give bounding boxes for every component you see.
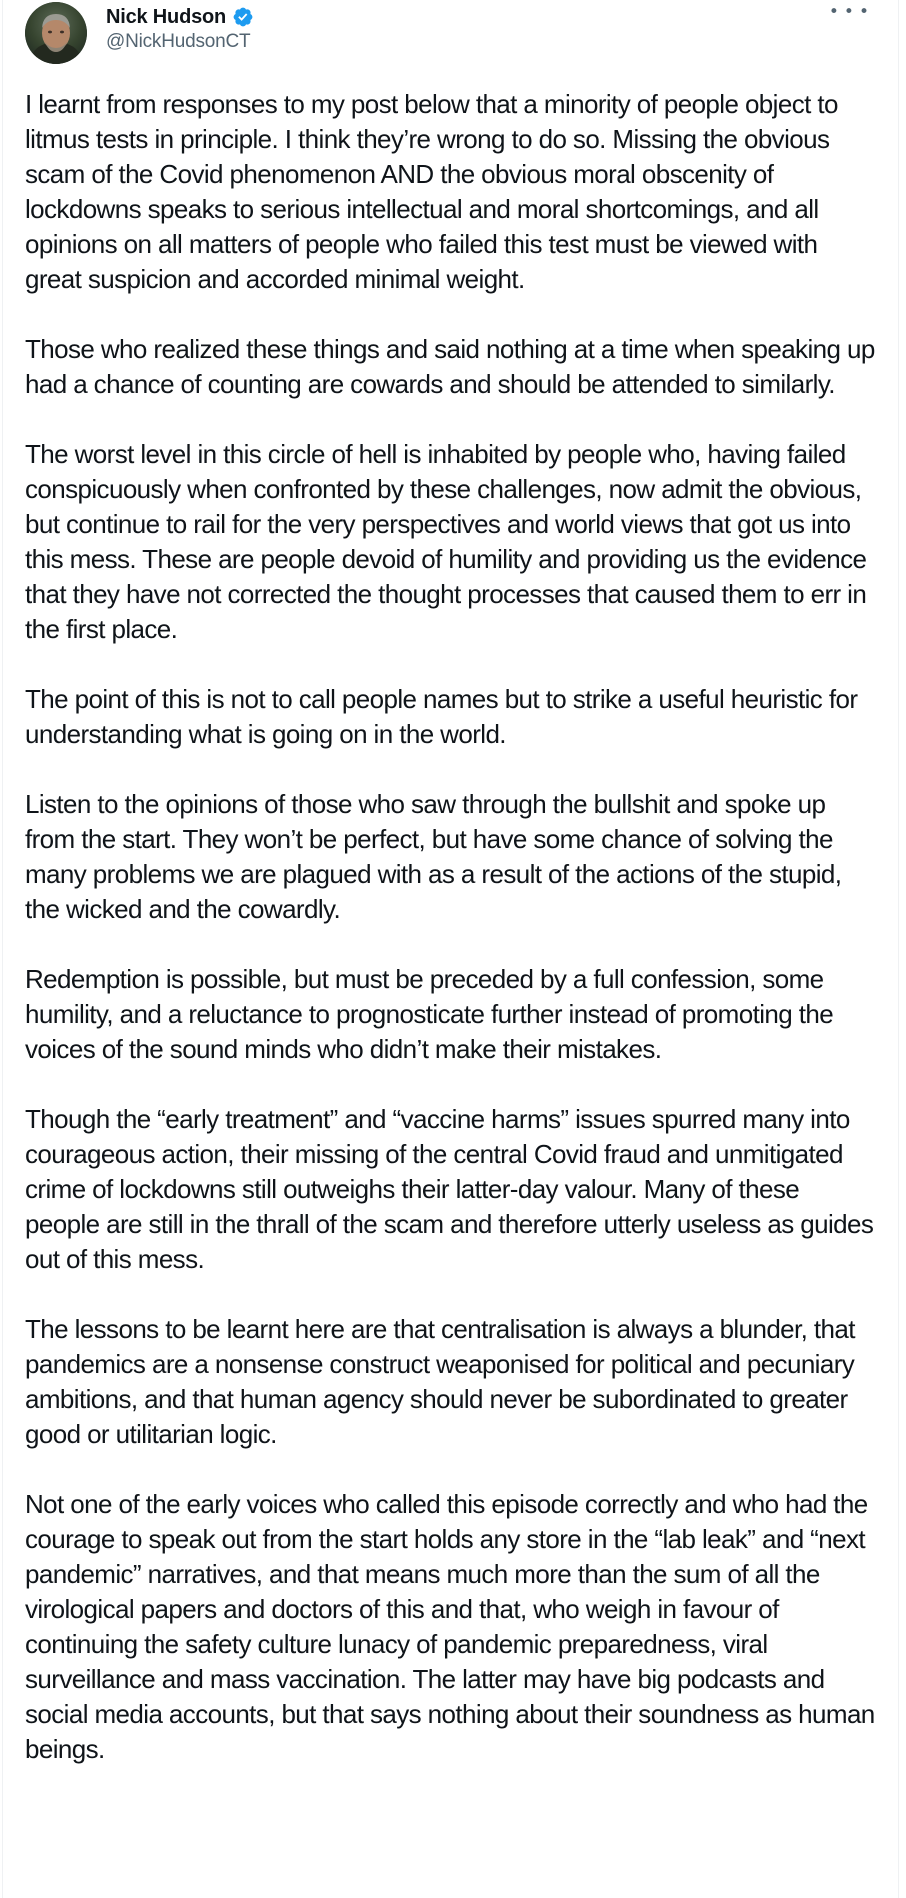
tweet-paragraph: The point of this is not to call people names but to strike a useful heuristic for understanding what is going on in the world. bbox=[25, 684, 858, 749]
tweet-paragraph: The worst level in this circle of hell is inhabited by people who, having failed conspicuously when confronted by these challenges, now admit the obvious, but continue to rail for the very perspectives and world views that got us into this mess. These are people devoid of humility and providing us the evidence that they have not corrected the thought processes that caused them to err in the first place. bbox=[25, 439, 867, 644]
tweet-card bbox=[2, 0, 899, 1898]
user-info bbox=[106, 2, 254, 54]
display-name[interactable]: Nick Hudson bbox=[106, 6, 227, 28]
verified-badge-icon bbox=[232, 6, 254, 28]
tweet-paragraph: Listen to the opinions of those who saw through the bullshit and spoke up from the start. They won’t be perfect, but have some chance of solving the many problems we are plagued with as a result of the actions of the stupid, the wicked and the cowardly. bbox=[25, 789, 842, 924]
tweet-text bbox=[25, 87, 879, 1767]
avatar[interactable] bbox=[25, 2, 87, 64]
tweet-paragraph: Not one of the early voices who called this episode correctly and who had the courage to speak out from the start holds any store in the “lab leak” and “next pandemic” narratives, and that means much more than the sum of all the virological papers and doctors of this and that, who weigh in favour of continuing the safety culture lunacy of pandemic preparedness, viral surveillance and mass vaccination. The latter may have big podcasts and social media accounts, but that says nothing about their soundness as human beings. bbox=[25, 1489, 875, 1764]
tweet-paragraph: Redemption is possible, but must be preceded by a full confession, some humility, and a reluctance to prognosticate further instead of promoting the voices of the sound minds who didn’t make their mistakes. bbox=[25, 964, 834, 1064]
more-horizontal-icon: ••• bbox=[828, 2, 874, 22]
avatar-photo bbox=[25, 2, 87, 64]
tweet-paragraph: Though the “early treatment” and “vaccine harms” issues spurred many into courageous action, their missing of the central Covid fraud and unmitigated crime of lockdowns still outweighs their latter-day valour. Many of these people are still in the thrall of the scam and therefore utterly useless as guides out of this mess. bbox=[25, 1104, 874, 1274]
tweet-paragraph: The lessons to be learnt here are that centralisation is always a blunder, that pandemics are a nonsense construct weaponised for political and pecuniary ambitions, and that human agency should never be subordinated to greater good or utilitarian logic. bbox=[25, 1314, 855, 1449]
more-button[interactable] bbox=[827, 0, 876, 25]
tweet-paragraph: I learnt from responses to my post below that a minority of people object to litmus tests in principle. I think they’re wrong to do so. Missing the obvious scam of the Covid phenomenon AND the obvious moral obscenity of lockdowns speaks to serious intellectual and moral shortcomings, and all opinions on all matters of people who failed this test must be viewed with great suspicion and accorded minimal weight. bbox=[25, 89, 838, 294]
tweet-paragraph: Those who realized these things and said nothing at a time when speaking up had a chance of counting are cowards and should be attended to similarly. bbox=[25, 334, 875, 399]
user-handle: @NickHudsonCT bbox=[106, 31, 251, 52]
name-row bbox=[106, 4, 254, 30]
tweet-header bbox=[25, 2, 878, 66]
